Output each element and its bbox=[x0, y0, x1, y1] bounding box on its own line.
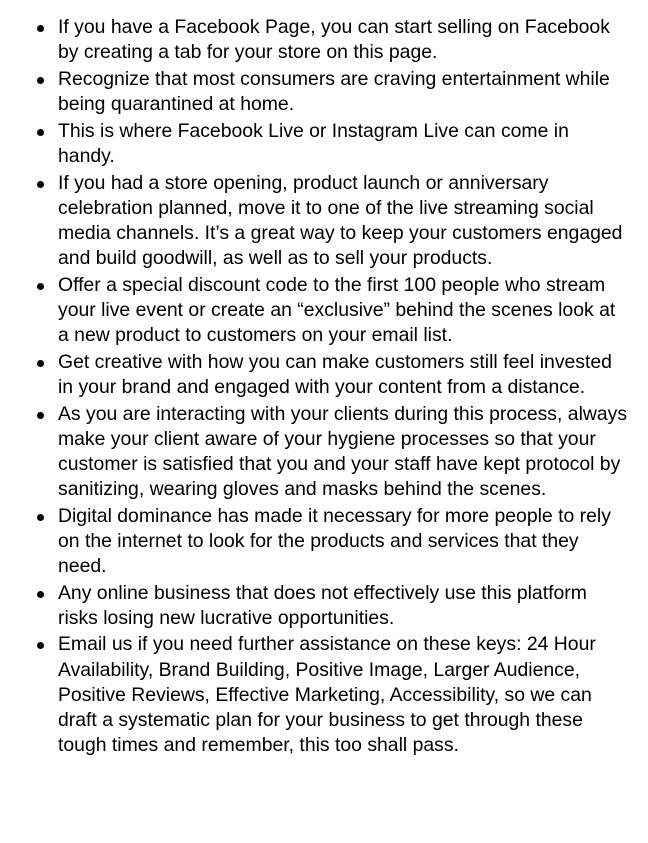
list-item-text: Email us if you need further assistance on these keys: 24 Hour Availability, Brand Building, Positive Image, Larger Audience, Positive Reviews, Effective Marketing, Accessibility, so we can draft a systematic plan for your business to get through these tough times and remember, this too shall pass. bbox=[58, 633, 596, 756]
list-item bbox=[0, 273, 648, 348]
bullet-icon bbox=[37, 591, 44, 598]
list-item-text: This is where Facebook Live or Instagram Live can come in handy. bbox=[58, 119, 569, 167]
list-item bbox=[0, 15, 648, 65]
bullet-icon bbox=[37, 181, 44, 188]
list-item-text: Offer a special discount code to the first 100 people who stream your live event or create an “exclusive” behind the scenes look at a new product to customers on your email list. bbox=[58, 273, 616, 346]
list-item bbox=[0, 581, 648, 631]
list-item bbox=[0, 632, 648, 757]
bullet-icon bbox=[37, 412, 44, 419]
list-item-text: Any online business that does not effectively use this platform risks losing new lucrative opportunities. bbox=[58, 581, 587, 629]
bullet-icon bbox=[37, 360, 44, 367]
list-item-text: Digital dominance has made it necessary for more people to rely on the internet to look for the products and services that they need. bbox=[58, 504, 611, 577]
list-item bbox=[0, 119, 648, 169]
list-item-text: Get creative with how you can make customers still feel invested in your brand and engaged with your content from a distance. bbox=[58, 350, 612, 398]
list-item-text: As you are interacting with your clients during this process, always make your client aware of your hygiene processes so that your customer is satisfied that you and your staff have kept protocol by sanitizing, wearing gloves and masks behind the scenes. bbox=[58, 402, 628, 500]
bullet-icon bbox=[37, 129, 44, 136]
list-item bbox=[0, 171, 648, 271]
list-item-text: If you have a Facebook Page, you can start selling on Facebook by creating a tab for your store on this page. bbox=[58, 16, 610, 64]
list-item bbox=[0, 350, 648, 400]
list-item-text: If you had a store opening, product launch or anniversary celebration planned, move it to one of the live streaming social media channels. It’s a great way to keep your customers engaged and build goodwill, as well as to sell your products. bbox=[58, 171, 623, 269]
bullet-icon bbox=[37, 283, 44, 290]
list-item bbox=[0, 504, 648, 579]
bullet-list bbox=[0, 15, 648, 760]
list-item-text: Recognize that most consumers are craving entertainment while being quarantined at home. bbox=[58, 67, 610, 115]
bullet-icon bbox=[37, 77, 44, 84]
list-item bbox=[0, 67, 648, 117]
bullet-icon bbox=[37, 514, 44, 521]
bullet-icon bbox=[37, 25, 44, 32]
bullet-icon bbox=[37, 642, 44, 649]
list-item bbox=[0, 402, 648, 502]
